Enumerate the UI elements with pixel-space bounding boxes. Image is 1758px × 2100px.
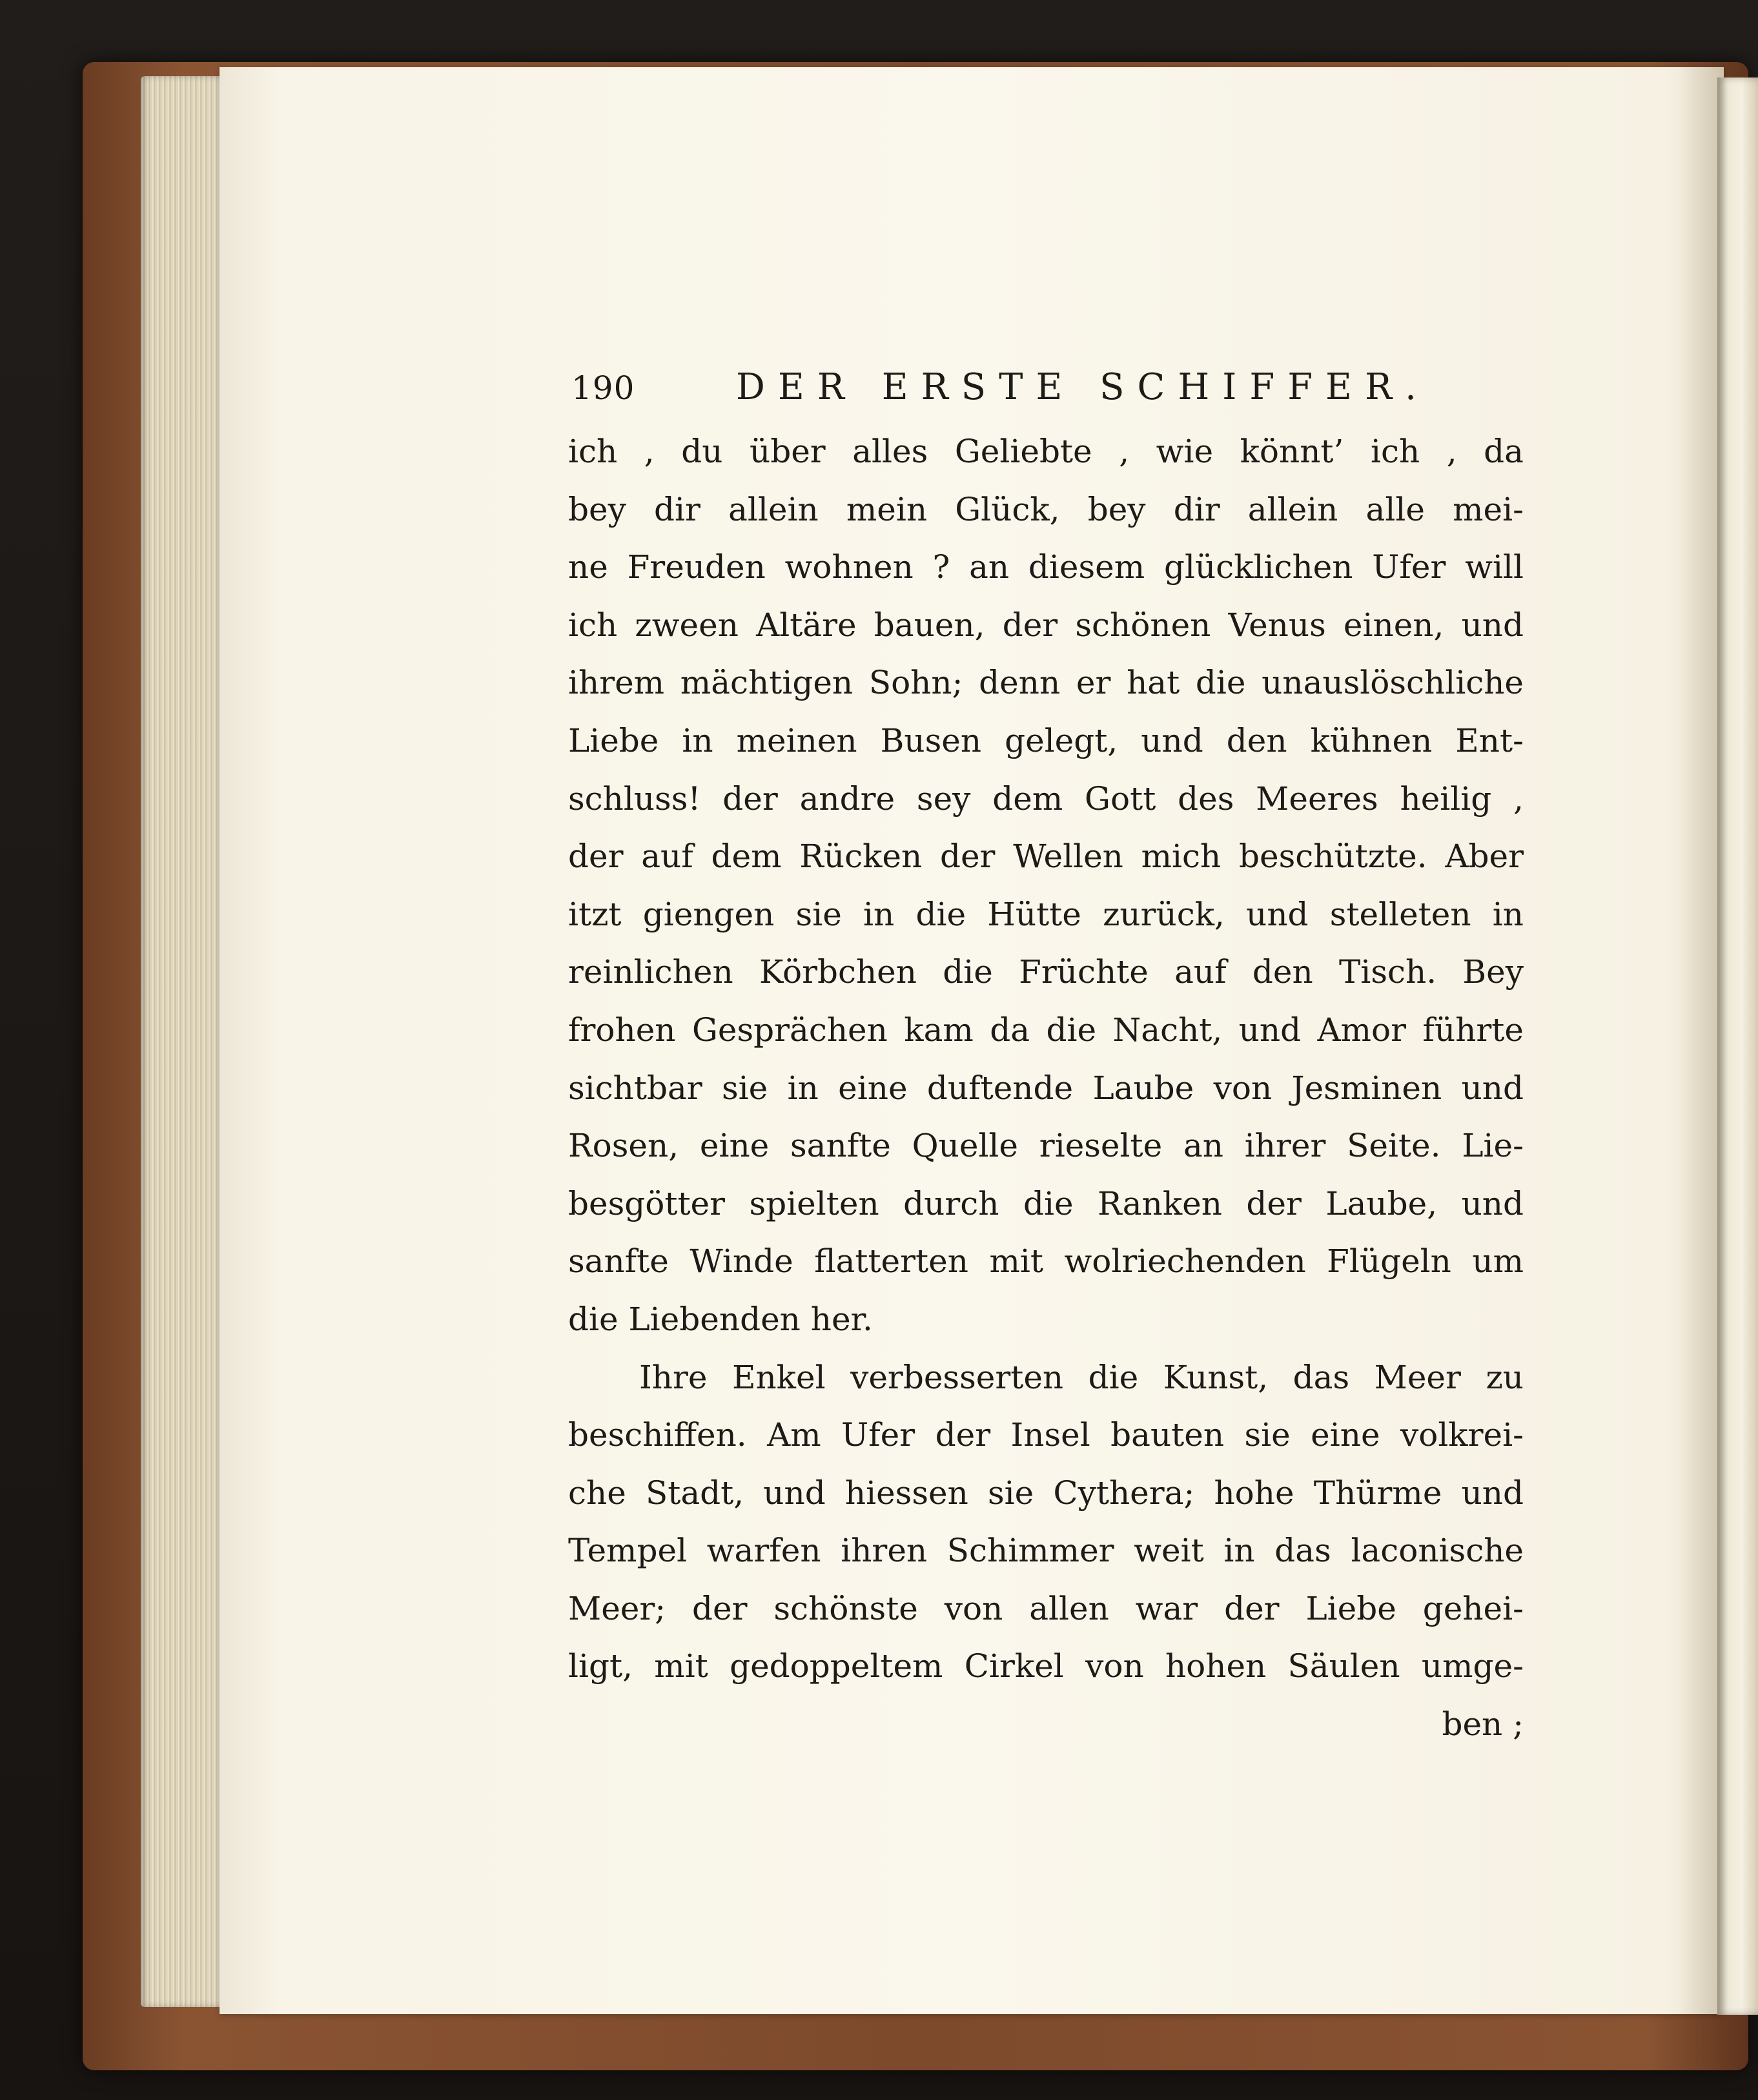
text-line: beschiffen. Am Ufer der Insel bauten sie eine volkrei-: [568, 1416, 1524, 1454]
text-line: die Liebenden her.: [568, 1300, 873, 1338]
catchword: ben ;: [1442, 1705, 1524, 1744]
text-line: Liebe in meinen Busen gelegt, und den kühnen Ent-: [568, 721, 1524, 759]
text-line: frohen Gesprächen kam da die Nacht, und Amor führte: [568, 1011, 1524, 1049]
text-line: ligt, mit gedoppeltem Cirkel von hohen Säulen umge-: [568, 1647, 1524, 1685]
facing-page-edge: [1717, 77, 1758, 2015]
text-line: ich , du über alles Geliebte , wie könnt’ ich , da: [568, 433, 1524, 470]
text-line: bey dir allein mein Glück, bey dir allein alle mei-: [568, 490, 1524, 528]
text-line: itzt giengen sie in die Hütte zurück, und stelleten in: [568, 895, 1524, 933]
page-header: [571, 360, 1429, 418]
text-line: ich zween Altäre bauen, der schönen Venus einen, und: [568, 606, 1524, 644]
text-line: Ihre Enkel verbesserten die Kunst, das Meer zu: [639, 1358, 1524, 1396]
running-title: DER ERSTE SCHIFFER.: [736, 366, 1429, 408]
text-line: sichtbar sie in eine duftende Laube von Jesminen und: [568, 1069, 1524, 1107]
text-line: der auf dem Rücken der Wellen mich beschützte. Aber: [568, 838, 1524, 876]
text-line: besgötter spielten durch die Ranken der Laube, und: [568, 1184, 1524, 1222]
text-line: Tempel warfen ihren Schimmer weit in das laconische: [568, 1532, 1524, 1570]
text-line: schluss! der andre sey dem Gott des Meeres heilig ,: [568, 779, 1524, 818]
text-line: che Stadt, und hiessen sie Cythera; hohe Thürme und: [568, 1474, 1524, 1512]
text-line: Rosen, eine sanfte Quelle rieselte an ihrer Seite. Lie-: [568, 1127, 1524, 1165]
page-number: 190: [571, 369, 635, 407]
text-line: ihrem mächtigen Sohn; denn er hat die unauslöschliche: [568, 664, 1524, 702]
text-line: Meer; der schönste von allen war der Liebe gehei-: [568, 1589, 1524, 1627]
text-line: reinlichen Körbchen die Früchte auf den Tisch. Bey: [568, 953, 1524, 991]
text-line: sanfte Winde flatterten mit wolriechenden Flügeln um: [568, 1242, 1524, 1281]
body-text: [568, 423, 1524, 1754]
text-line: ne Freuden wohnen ? an diesem glücklichen Ufer will: [568, 548, 1524, 586]
page-edges: [141, 76, 225, 2007]
